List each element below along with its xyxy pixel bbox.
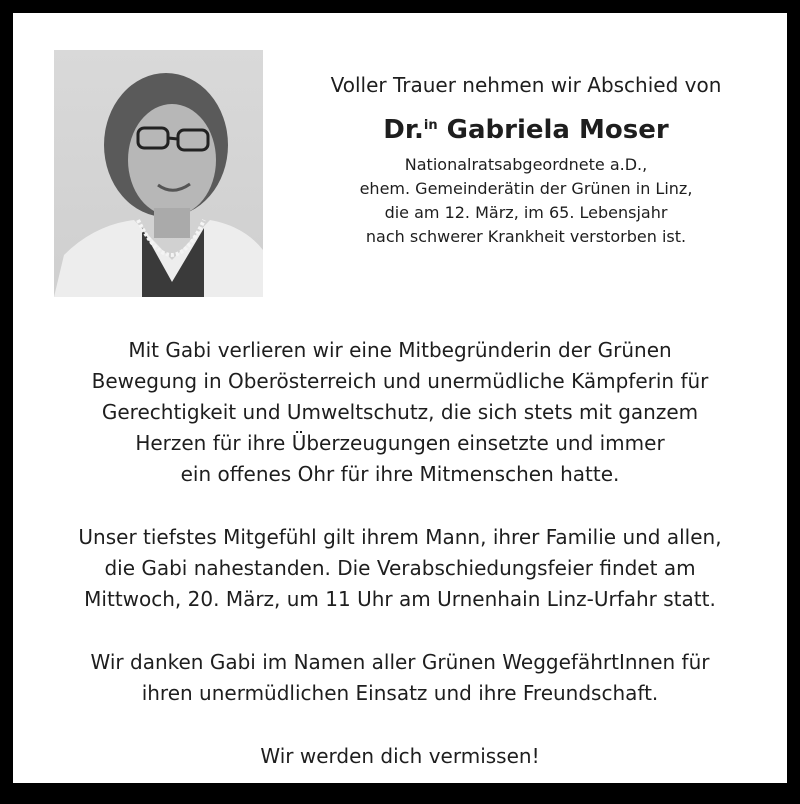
text-line: Mittwoch, 20. März, um 11 Uhr am Urnenhain Linz-Urfahr statt. [84,587,716,611]
portrait-photo [54,50,263,297]
text-line: Herzen für ihre Überzeugungen einsetzte und immer [135,431,665,455]
text-line: Wir danken Gabi im Namen aller Grünen WeggefährtInnen für [90,650,710,674]
paragraph-condolence [23,522,777,615]
subline: nach schwerer Krankheit verstorben ist. [365,227,687,246]
subline: die am 12. März, im 65. Lebensjahr [384,203,668,222]
closing-line: Wir werden dich vermissen! [260,744,540,768]
text-line: Bewegung in Oberösterreich und unermüdliche Kämpferin für [91,369,709,393]
text-line: Unser tiefstes Mitgefühl gilt ihrem Mann, ihrer Familie und allen, [78,525,722,549]
text-line: die Gabi nahestanden. Die Verabschiedungsfeier findet am [104,556,696,580]
text-line: Mit Gabi verlieren wir eine Mitbegründerin der Grünen [128,338,672,362]
name-prefix-suffix: in [423,118,438,133]
paragraph-tribute [23,335,777,490]
subline: ehem. Gemeinderätin der Grünen in Linz, [359,179,693,198]
obituary-card [13,13,787,783]
name-text: Gabriela Moser [446,115,669,145]
paragraph-thanks [23,647,777,709]
name-prefix: Dr. [383,115,424,145]
text-line: ein offenes Ohr für ihre Mitmenschen hatte. [180,462,620,486]
deceased-name [296,113,756,147]
intro-line: Voller Trauer nehmen wir Abschied von [330,73,722,97]
portrait-illustration [54,50,263,297]
text-line: Gerechtigkeit und Umweltschutz, die sich stets mit ganzem [101,400,699,424]
obituary-header [296,71,756,249]
subline: Nationalratsabgeordnete a.D., [404,155,648,174]
obituary-body [23,335,777,804]
text-line: ihren unermüdlichen Einsatz und ihre Freundschaft. [141,681,659,705]
